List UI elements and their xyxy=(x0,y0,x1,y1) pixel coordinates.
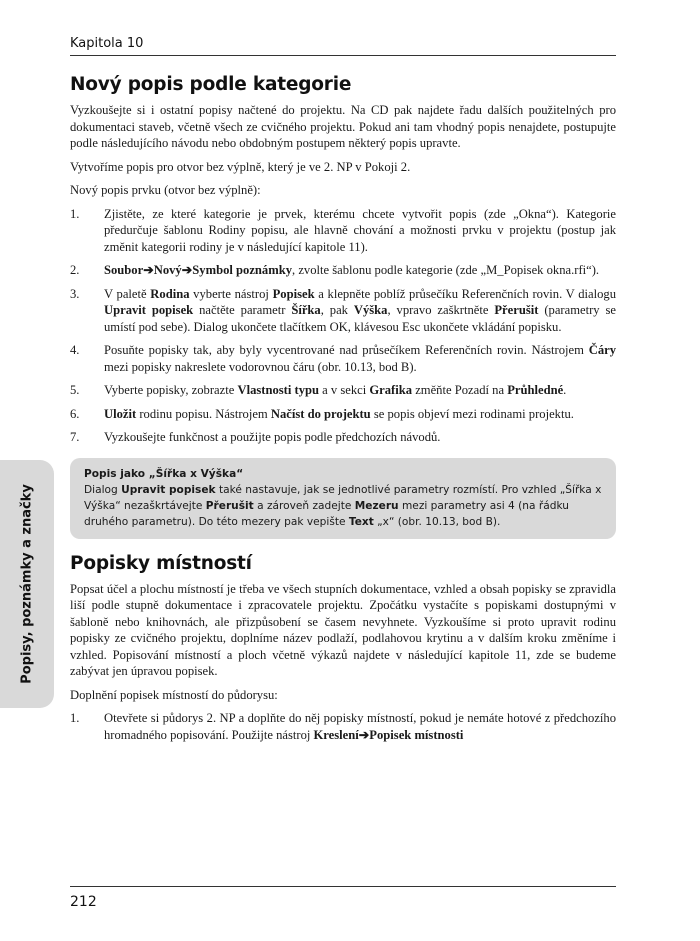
step-text: . xyxy=(563,383,567,397)
step-text: Vyberte popisky, zobrazte xyxy=(104,383,238,397)
list-item xyxy=(70,286,616,336)
step-text: Zjistěte, ze které kategorie je prvek, kterému chcete vytvořit popis (zde „Okna“). Kategorie předurčuje šablonu Rodiny popisu, ale hlavně chování a možnosti prvku v projektu (postup jak změnit kategorii rodiny je v následující kapitole 11). xyxy=(104,206,616,254)
section-title: Popisky místností xyxy=(70,552,252,574)
list-number: 2. xyxy=(70,263,80,277)
bold-term: Načíst do projektu xyxy=(270,406,371,421)
menu-path: Soubor➔Nový➔Symbol poznámky xyxy=(104,263,293,277)
paragraph: Popsat účel a plochu místností je třeba ve všech stupních dokumentace, vzhled a obsah popisky se zpravidla liší podle stupně dokumentace i zpracovatele projektu. Zpočátku vystačíte s popiskami dostupnými v šabloně nebo knihovnách, ale přizpůsobení se časem nevyhnete. Vyzkoušíme si proto upravit rodinu popisky ze cvičného projektu, doplníme název podlaží, podlahovou krytinu a v dalším kroku změníme i vzhled. Popisování místností a ploch včetně výkazů najdete v následující kapitole 11, zde se budeme zabývat jen úpravou popisek. xyxy=(70,581,616,678)
list-number: 3. xyxy=(70,286,80,301)
page-number: 212 xyxy=(70,894,97,910)
list-item xyxy=(70,342,616,375)
paragraph: Nový popis prvku (otvor bez výplně): xyxy=(70,183,261,197)
list-number: 5. xyxy=(70,383,80,397)
step-text: Vyzkoušejte funkčnost a použijte popis podle předchozích návodů. xyxy=(104,430,441,444)
bold-term: Rodina xyxy=(150,286,190,301)
step-text: načtěte parametr xyxy=(193,303,292,317)
list-number: 4. xyxy=(70,343,80,357)
list-item xyxy=(70,262,616,279)
bold-term: Přerušit xyxy=(494,303,539,317)
bold-term: Text xyxy=(348,515,374,528)
step-text: , zvolte šablonu podle kategorie (zde „M_Popisek okna.rfi“). xyxy=(292,263,600,277)
step-text: mezi popisky nakreslete vodorovnou čáru (obr. 10.13, bod B). xyxy=(104,359,417,374)
step-text: Otevřete si půdorys 2. NP a doplňte do něj popisky místností, pokud je nemáte hotové z předchozího hromadného popisování. Použijte nástroj xyxy=(104,711,616,742)
note-body xyxy=(84,482,602,530)
bold-term: Uložit xyxy=(104,406,137,421)
page-content xyxy=(70,74,616,750)
step-text: vyberte nástroj xyxy=(189,286,273,301)
list-number: 1. xyxy=(70,711,80,725)
section-title: Nový popis podle kategorie xyxy=(70,74,352,95)
note-text: mezi parametry asi 4 (na řádku druhého parametru). Do této mezery pak vepište xyxy=(84,499,569,528)
note-box xyxy=(70,458,616,539)
list-number: 7. xyxy=(70,430,80,444)
step-text: a klepněte poblíž průsečíku Referenčních rovin. V dialogu xyxy=(314,286,616,301)
note-text: také nastavuje, jak se jednotlivé parametry rozmístí. Pro vzhled „Šířka x Výška“ nezaškrtávejte xyxy=(84,483,602,512)
list-number: 1. xyxy=(70,206,80,221)
footer-divider xyxy=(70,886,616,887)
step-text: a v sekci xyxy=(319,383,370,397)
paragraph: Vyzkoušejte si i ostatní popisy načtené do projektu. Na CD pak najdete řadu dalších použitelných pro dokumentaci staveb, včetně všech ze cvičného projektu. Pokud ani tam vhodný popis nenajdete, postupujte podle následujícího návodu nebo obdobným postupem některý popis upravte. xyxy=(70,103,616,150)
paragraph: Vytvoříme popis pro otvor bez výplně, který je ve 2. NP v Pokoji 2. xyxy=(70,159,411,174)
bold-term: Průhledné xyxy=(507,383,564,397)
side-tab-label: Popisy, poznámky a značky xyxy=(19,484,35,684)
numbered-list xyxy=(70,206,616,446)
numbered-list xyxy=(70,710,616,743)
menu-path: Kreslení➔Popisek místnosti xyxy=(313,727,464,742)
note-title: Popis jako „Šířka x Výška“ xyxy=(84,467,244,480)
chapter-label: Kapitola 10 xyxy=(70,36,144,51)
bold-term: Mezeru xyxy=(354,499,399,512)
list-item xyxy=(70,429,616,446)
note-text: Dialog xyxy=(84,483,122,496)
step-text: Posuňte popisky tak, aby byly vycentrované nad průsečíkem Referenčních rovin. Nástrojem xyxy=(104,343,589,357)
step-text: , vpravo zaškrtněte xyxy=(387,303,495,317)
bold-term: Šířka xyxy=(291,303,321,317)
bold-term: Přerušit xyxy=(205,499,254,512)
list-item xyxy=(70,206,616,256)
step-text: se popis objeví mezi rodinami projektu. xyxy=(370,406,574,421)
list-item xyxy=(70,406,616,423)
chapter-header xyxy=(70,36,616,56)
step-text: V paletě xyxy=(104,286,151,301)
step-text: , pak xyxy=(320,303,354,317)
list-number: 6. xyxy=(70,406,80,421)
step-text: rodinu popisu. Nástrojem xyxy=(136,406,271,421)
bold-term: Vlastnosti typu xyxy=(237,383,320,397)
bold-term: Popisek xyxy=(272,286,315,301)
note-text: a zároveň zadejte xyxy=(253,499,355,512)
bold-term: Výška xyxy=(353,303,388,317)
list-item xyxy=(70,382,616,399)
bold-term: Upravit popisek xyxy=(104,303,194,317)
paragraph: Doplnění popisek místností do půdorysu: xyxy=(70,687,278,702)
list-item xyxy=(70,710,616,743)
bold-term: Čáry xyxy=(588,343,616,357)
step-text: (parametry se umístí pod sebe). Dialog ukončete tlačítkem OK, klávesou Esc ukončete vkládání popisku. xyxy=(104,303,616,334)
bold-term: Grafika xyxy=(369,383,413,397)
bold-term: Upravit popisek xyxy=(121,483,216,496)
step-text: změňte Pozadí na xyxy=(412,383,508,397)
note-text: „x“ (obr. 10.13, bod B). xyxy=(373,515,501,528)
